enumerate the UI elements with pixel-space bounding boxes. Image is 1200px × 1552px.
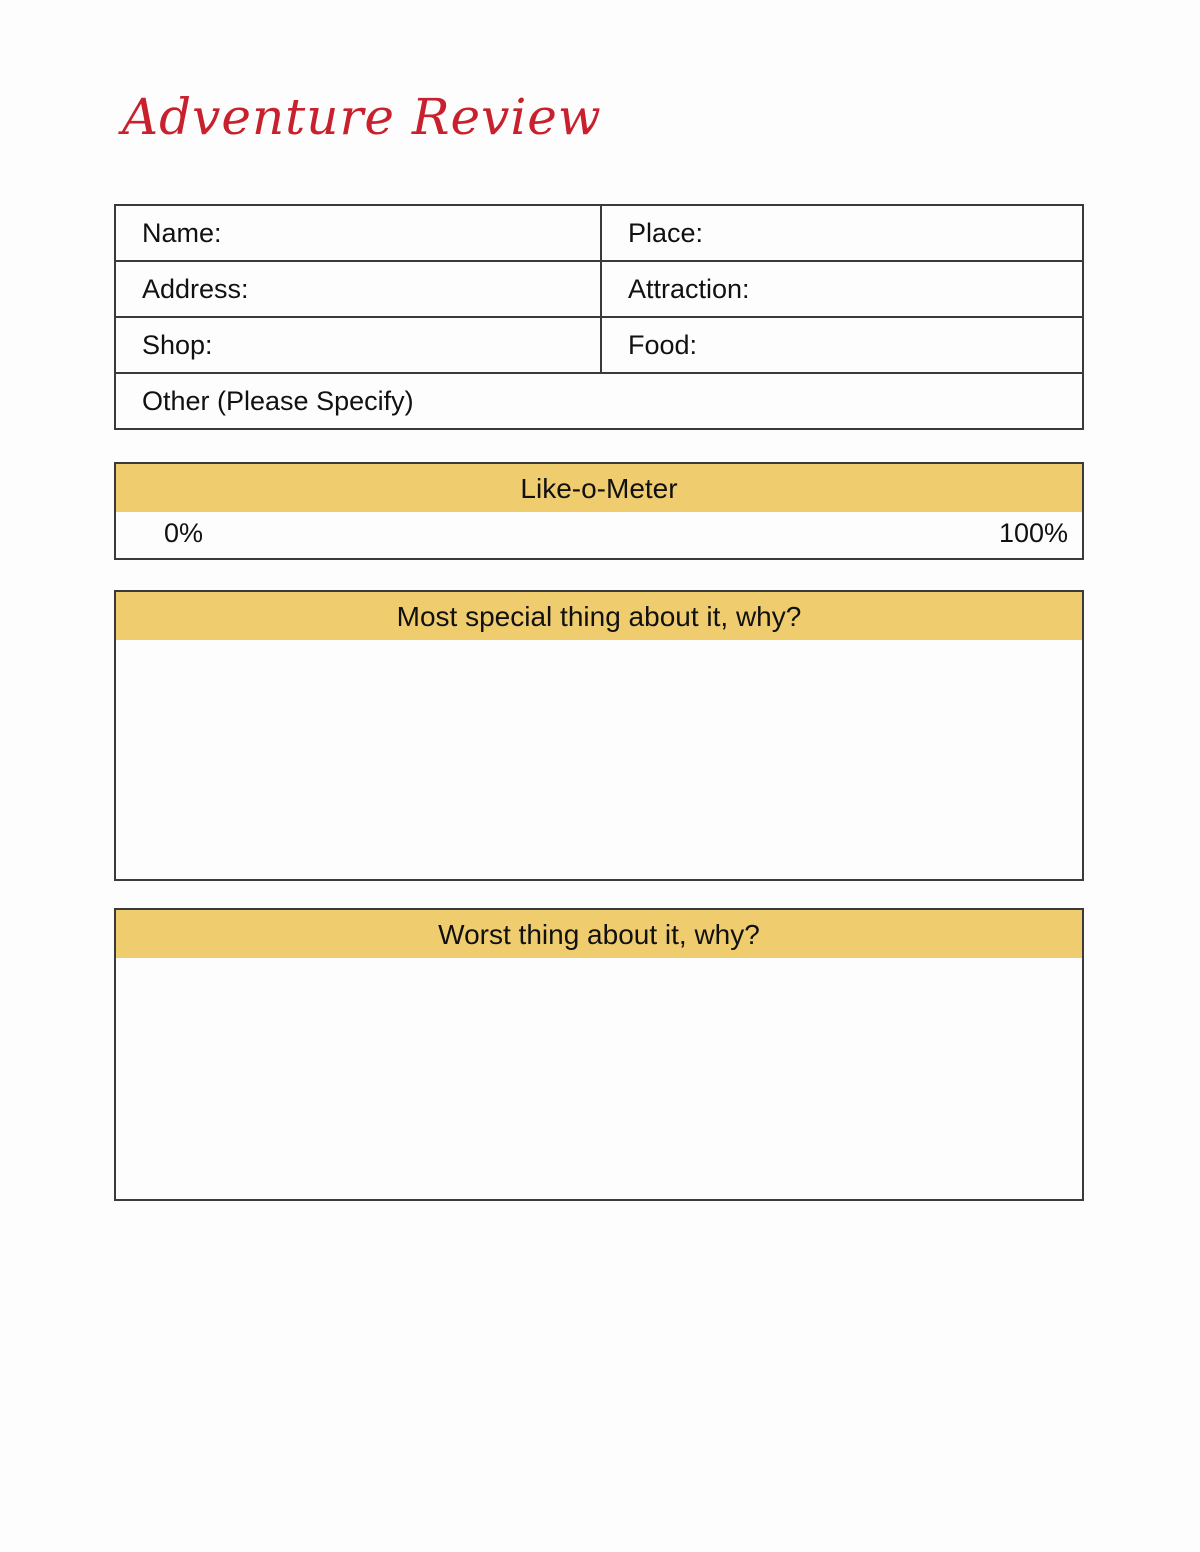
other-label: Other (Please Specify) bbox=[142, 385, 414, 416]
name-field[interactable] bbox=[115, 205, 601, 261]
shop-label: Shop: bbox=[142, 329, 213, 360]
meter-max-label: 100% bbox=[998, 518, 1068, 548]
place-field[interactable] bbox=[601, 205, 1083, 261]
like-o-meter-scale[interactable] bbox=[116, 512, 1082, 558]
name-label: Name: bbox=[142, 217, 222, 248]
table-row bbox=[115, 317, 1083, 373]
worst-section bbox=[114, 908, 1084, 1201]
special-section bbox=[114, 590, 1084, 881]
like-o-meter bbox=[114, 462, 1084, 560]
meter-min-label: 0% bbox=[164, 518, 204, 548]
info-table bbox=[114, 204, 1084, 430]
special-heading: Most special thing about it, why? bbox=[116, 592, 1082, 640]
worst-heading: Worst thing about it, why? bbox=[116, 910, 1082, 958]
like-o-meter-heading: Like-o-Meter bbox=[116, 464, 1082, 512]
address-label: Address: bbox=[142, 273, 249, 304]
shop-field[interactable] bbox=[115, 317, 601, 373]
food-field[interactable] bbox=[601, 317, 1083, 373]
page-title: Adventure Review bbox=[122, 88, 602, 146]
table-row bbox=[115, 373, 1083, 429]
attraction-field[interactable] bbox=[601, 261, 1083, 317]
other-field[interactable] bbox=[115, 373, 1083, 429]
address-field[interactable] bbox=[115, 261, 601, 317]
food-label: Food: bbox=[628, 329, 698, 360]
table-row bbox=[115, 261, 1083, 317]
table-row bbox=[115, 205, 1083, 261]
attraction-label: Attraction: bbox=[628, 273, 750, 304]
place-label: Place: bbox=[628, 217, 704, 248]
